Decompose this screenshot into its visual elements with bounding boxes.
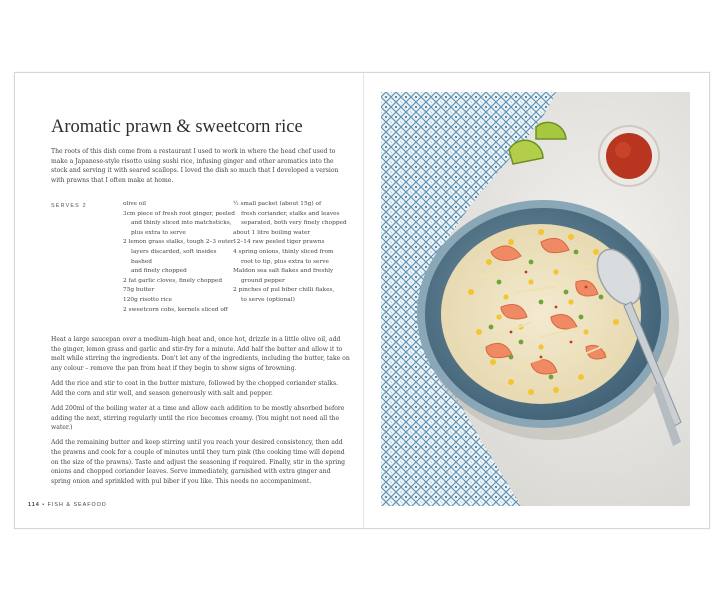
method-paragraph: Add the remaining butter and keep stirring until you reach your desired consistency, then add the prawns and cook for a couple of minutes until they turn pink (the cooking time will depend on the size of the prawns). Taste and adjust the seasoning if required. Finally, stir in the spring onions and chopped coriander leaves. Serve immediately, garnished with extra ginger and spring onion and sprinkled with pul biber if you like. This needs no accompaniment. xyxy=(51,439,346,486)
ingredient-line: 4 spring onions, thinly sliced from xyxy=(233,248,334,255)
method-paragraph: Heat a large saucepan over a medium–high heat and, once hot, drizzle in a little olive oil, add the ginger, lemon grass and garlic and stir-fry for a minute. Add half the butter and allow it to melt while stirring the ingredients. Don't let any of the ingredients, including the butter, take on any colour – remove the pan from heat if they begin to show signs of browning. xyxy=(51,336,350,373)
book-spread xyxy=(14,72,710,529)
ingredients-right-column xyxy=(233,200,351,306)
ingredient-line: 2 fat garlic cloves, finely chopped xyxy=(123,277,223,284)
recipe-title: Aromatic prawn & sweetcorn rice xyxy=(51,117,303,137)
ingredient-line: and finely chopped xyxy=(131,268,187,275)
page-fold xyxy=(363,73,364,528)
ingredient-line: 12–14 raw peeled tiger prawns xyxy=(233,239,325,246)
ingredient-line: 75g butter xyxy=(123,287,155,294)
ingredient-line: plus extra to serve xyxy=(131,229,186,236)
section-name: FISH & SEAFOOD xyxy=(47,502,107,508)
ingredient-line: 2 lemon grass stalks, tough 2–3 outer xyxy=(123,239,234,246)
ingredient-line: to serve (optional) xyxy=(241,296,295,303)
ingredient-line: and thinly sliced into matchsticks, xyxy=(131,220,232,227)
ingredient-line: olive oil xyxy=(123,201,146,207)
food-photo-illustration xyxy=(381,92,690,506)
page-footer xyxy=(28,502,107,508)
page-number: 114 xyxy=(28,502,40,508)
ingredient-line: ground pepper xyxy=(241,277,285,284)
ingredients-left-column xyxy=(123,200,235,315)
method-section xyxy=(51,335,351,492)
ingredient-line: fresh coriander, stalks and leaves xyxy=(241,210,340,217)
recipe-intro: The roots of this dish come from a restaurant I used to work in where the head chef used to make a Japanese-style risotto using sushi rice, infusing ginger and other aromatics into the stock and serving it with seared scallops. I loved the dish so much that I developed a version with prawns that I often make at home. xyxy=(51,148,339,185)
ingredient-line: layers discarded, soft insides bashed xyxy=(131,248,217,265)
method-paragraph: Add 200ml of the boiling water at a time and allow each addition to be mostly absorbed before adding the next, stirring regularly until the rice becomes creamy. (You might not need all the water.) xyxy=(51,404,345,432)
footer-separator: • xyxy=(42,502,46,508)
ingredient-line: Maldon sea salt flakes and freshly xyxy=(233,268,334,275)
ingredient-line: 3cm piece of fresh root ginger, peeled xyxy=(123,210,235,217)
serves-label: SERVES 2 xyxy=(51,203,87,209)
ingredient-line: separated, both very finely chopped xyxy=(241,220,347,227)
ingredient-line: 120g risotto rice xyxy=(123,296,173,303)
method-paragraph: Add the rice and stir to coat in the butter mixture, followed by the chopped coriander stalks. Add the corn and stir well, and season generously with salt and pepper. xyxy=(51,380,339,397)
ingredient-line: 2 sweetcorn cobs, kernels sliced off xyxy=(123,306,228,313)
ingredient-line: about 1 litre boiling water xyxy=(233,229,311,236)
ingredient-line: ½ small packet (about 15g) of xyxy=(233,201,322,207)
ingredient-line: root to tip, plus extra to serve xyxy=(241,258,329,265)
food-photo xyxy=(381,92,690,506)
ingredient-line: 2 pinches of pul biber chilli flakes, xyxy=(233,287,335,294)
